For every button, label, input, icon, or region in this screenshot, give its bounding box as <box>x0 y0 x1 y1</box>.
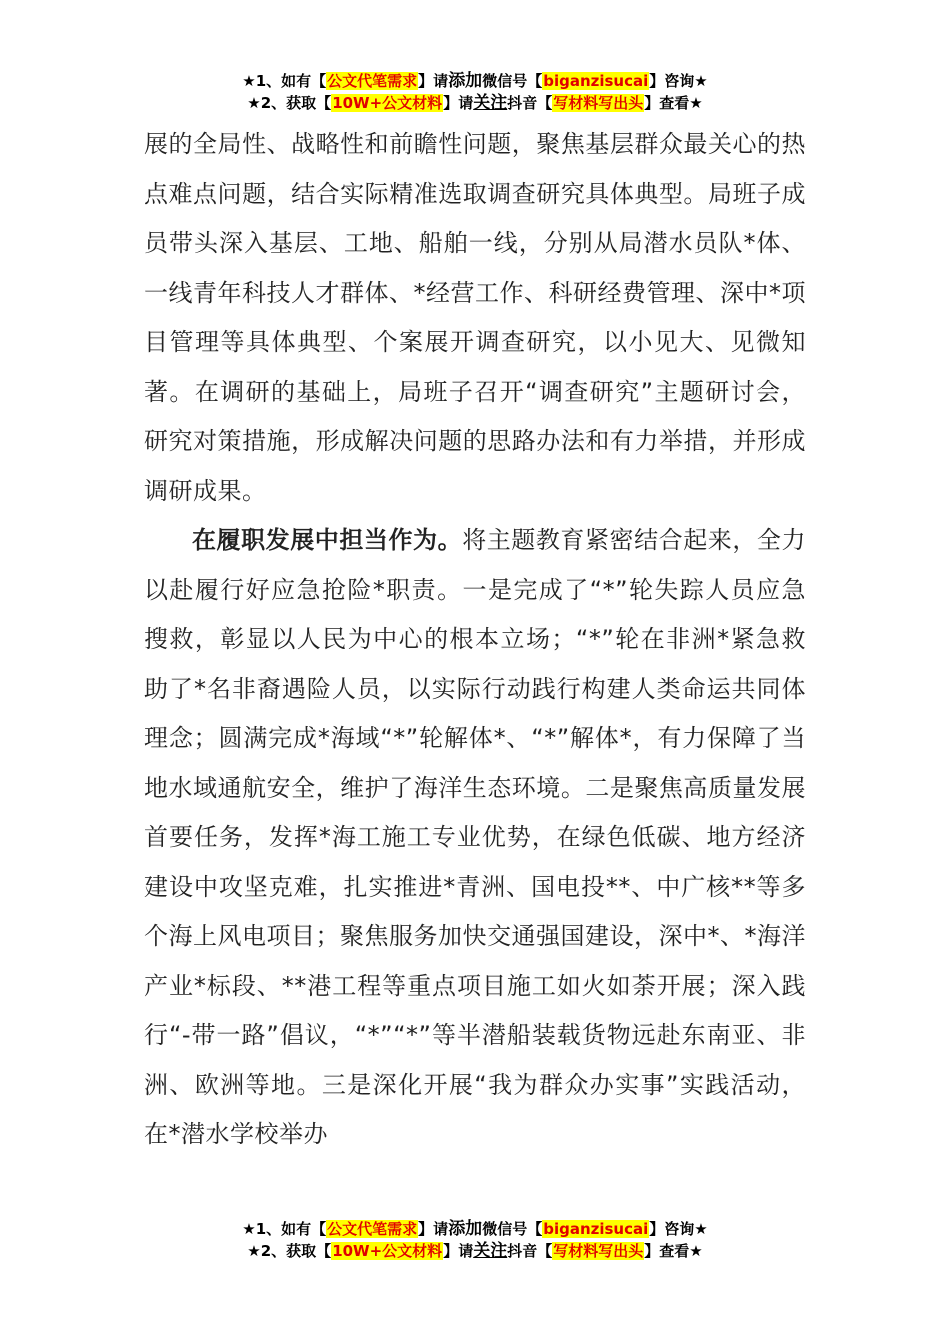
header-banner <box>0 70 950 114</box>
header-add-text: 添加 <box>448 71 483 91</box>
header-line-2 <box>0 92 950 114</box>
header-follow-text: 关注 <box>473 93 508 113</box>
header-line-1 <box>0 70 950 92</box>
footer-douyin-account: 写材料写出头 <box>553 1242 644 1260</box>
paragraph-2 <box>144 516 806 1160</box>
header-line-2-mid1: 】请 <box>443 94 474 112</box>
header-line-1-mid1: 】请 <box>418 72 449 90</box>
header-douyin-account: 写材料写出头 <box>553 94 644 112</box>
header-line-2-prefix: ★2、获取【 <box>247 94 332 112</box>
header-line-2-mid2: 抖音【 <box>507 94 553 112</box>
footer-line-2-mid2: 抖音【 <box>507 1242 553 1260</box>
footer-wechat-id: biganzisucai <box>543 1220 649 1238</box>
footer-line-2 <box>0 1240 950 1262</box>
footer-line-1-mid2: 微信号【 <box>482 1220 543 1238</box>
paragraph-2-heading: 在履职发展中担当作为。 <box>192 526 463 554</box>
footer-line-1-suffix: 】咨询★ <box>649 1220 708 1238</box>
header-line-1-prefix: ★1、如有【 <box>242 72 327 90</box>
footer-highlight-service: 公文代笔需求 <box>327 1220 418 1238</box>
header-line-1-mid2: 微信号【 <box>482 72 543 90</box>
footer-follow-text: 关注 <box>473 1241 508 1261</box>
header-line-1-suffix: 】咨询★ <box>649 72 708 90</box>
footer-line-1-prefix: ★1、如有【 <box>242 1220 327 1238</box>
footer-line-1-mid1: 】请 <box>418 1220 449 1238</box>
footer-highlight-materials: 10W+公文材料 <box>332 1242 443 1260</box>
footer-add-text: 添加 <box>448 1219 483 1239</box>
header-wechat-id: biganzisucai <box>543 72 649 90</box>
header-line-2-suffix: 】查看★ <box>644 94 703 112</box>
paragraph-1: 展的全局性、战略性和前瞻性问题，聚焦基层群众最关心的热点难点问题，结合实际精准选取调查研究具体典型。局班子成员带头深入基层、工地、船舶一线，分别从局潜水员队*体、一线青年科技人才群体、*经营工作、科研经费管理、深中*项目管理等具体典型、个案展开调查研究，以小见大、见微知著。在调研的基础上，局班子召开“调查研究”主题研讨会，研究对策措施，形成解决问题的思路办法和有力举措，并形成调研成果。 <box>144 130 806 505</box>
paragraph-2-text: 将主题教育紧密结合起来，全力以赴履行好应急抢险*职责。一是完成了“*”轮失踪人员应急搜救，彰显以人民为中心的根本立场；“*”轮在非洲*紧急救助了*名非裔遇险人员，以实际行动践行构建人类命运共同体理念；圆满完成*海域“*”轮解体*、“*”解体*，有力保障了当地水域通航安全，维护了海洋生态环境。二是聚焦高质量发展首要任务，发挥*海工施工专业优势，在绿色低碳、地方经济建设中攻坚克难，扎实推进*青洲、国电投**、中广核**等多个海上风电项目；聚焦服务加快交通强国建设，深中*、*海洋产业*标段、**港工程等重点项目施工如火如荼开展；深入践行“-带一路”倡议，“*”“*”等半潜船装载货物远赴东南亚、非洲、欧洲等地。三是深化开展“我为群众办实事”实践活动，在*潜水学校举办 <box>144 526 806 1148</box>
footer-banner <box>0 1218 950 1262</box>
footer-line-2-prefix: ★2、获取【 <box>247 1242 332 1260</box>
document-body <box>144 120 806 1160</box>
header-highlight-materials: 10W+公文材料 <box>332 94 443 112</box>
footer-line-1 <box>0 1218 950 1240</box>
footer-line-2-suffix: 】查看★ <box>644 1242 703 1260</box>
footer-line-2-mid1: 】请 <box>443 1242 474 1260</box>
header-highlight-service: 公文代笔需求 <box>327 72 418 90</box>
